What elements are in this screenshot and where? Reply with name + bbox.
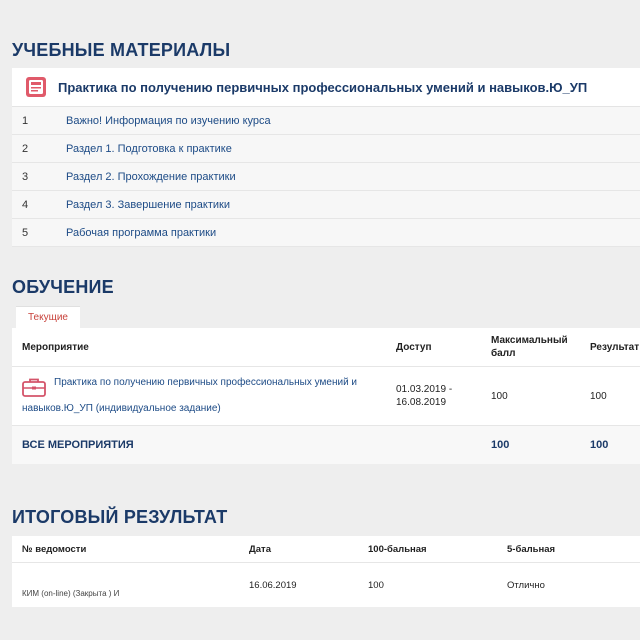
column-max-score: Максимальный балл (491, 335, 568, 359)
material-item[interactable] (12, 135, 640, 163)
column-event: Мероприятие (22, 341, 89, 353)
final-heading: ИТОГОВЫЙ РЕЗУЛЬТАТ (12, 507, 228, 527)
score-5-value: Отлично (507, 579, 545, 591)
training-table-header (12, 328, 640, 367)
material-link[interactable]: Раздел 1. Подготовка к практике (66, 142, 232, 155)
material-link[interactable]: Раздел 2. Прохождение практики (66, 170, 236, 183)
material-number: 4 (22, 198, 29, 211)
access-from: 01.03.2019 - (396, 384, 453, 395)
statement-number: КИМ (on-line) (Закрыта ) И (22, 588, 120, 598)
material-link[interactable]: Важно! Информация по изучению курса (66, 114, 271, 127)
event-wrap (22, 376, 396, 398)
book-icon (24, 75, 48, 99)
material-link[interactable]: Рабочая программа практики (66, 226, 217, 239)
column-5-scale: 5-бальная (507, 543, 556, 555)
material-item[interactable] (12, 219, 640, 247)
materials-heading: УЧЕБНЫЕ МАТЕРИАЛЫ (12, 40, 231, 60)
material-item[interactable] (12, 107, 640, 135)
table-row (12, 367, 640, 426)
material-number: 2 (22, 142, 29, 155)
score-100-value: 100 (368, 579, 384, 591)
briefcase-icon (22, 376, 46, 398)
material-item[interactable] (12, 191, 640, 219)
total-row (12, 426, 640, 464)
column-statement-number: № ведомости (22, 543, 87, 555)
course-header[interactable] (12, 68, 640, 107)
material-number: 3 (22, 170, 29, 183)
table-row (12, 563, 640, 607)
column-date: Дата (249, 543, 271, 555)
training-table (12, 328, 640, 464)
tab-current[interactable]: Текущие (16, 306, 80, 329)
training-tabs (16, 306, 80, 328)
final-result-table (12, 536, 640, 607)
event-link-continued[interactable]: навыков.Ю_УП (индивидуальное задание) (22, 403, 221, 414)
access-cell (396, 383, 491, 409)
material-number: 5 (22, 226, 29, 239)
result-value: 100 (590, 390, 607, 402)
course-title[interactable]: Практика по получению первичных профессиональных умений и навыков.Ю_УП (58, 79, 588, 95)
material-item[interactable] (12, 163, 640, 191)
max-score-value: 100 (491, 390, 508, 402)
total-max-score: 100 (491, 439, 510, 451)
statement-date: 16.06.2019 (249, 579, 297, 591)
final-table-header (12, 536, 640, 563)
event-link[interactable]: Практика по получению первичных профессиональных умений и (54, 377, 358, 388)
access-to: 16.08.2019 (396, 397, 447, 408)
event-text (54, 376, 357, 390)
column-100-scale: 100-бальная (368, 543, 427, 555)
total-label: ВСЕ МЕРОПРИЯТИЯ (22, 439, 134, 451)
column-result: Результат (590, 341, 640, 353)
material-link[interactable]: Раздел 3. Завершение практики (66, 198, 230, 211)
training-heading: ОБУЧЕНИЕ (12, 277, 114, 297)
materials-panel (12, 68, 640, 247)
material-number: 1 (22, 114, 29, 127)
column-access: Доступ (396, 341, 432, 353)
event-cell (12, 376, 396, 416)
total-result: 100 (590, 439, 609, 451)
statement-cell (12, 580, 249, 598)
